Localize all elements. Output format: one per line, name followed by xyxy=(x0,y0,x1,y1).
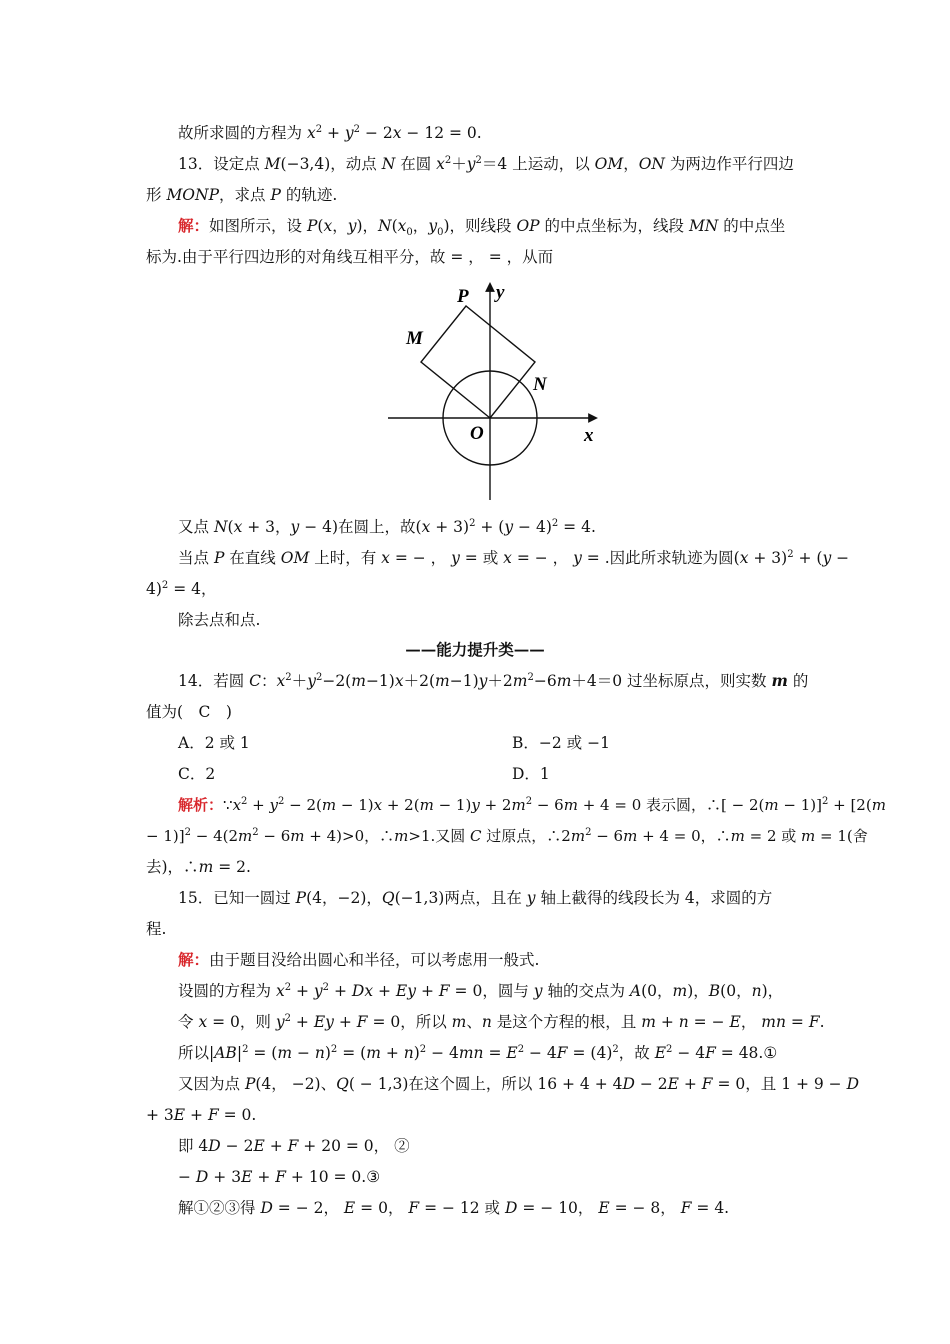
label-x: x xyxy=(584,425,594,446)
solution-13-line-4: 当点 P 在直线 OM 上时，有 x = − ， y = 或 x = − ， y = .因此所求轨迹为圆$(x + 3)^2 + (y$ − xyxy=(178,548,850,567)
option-d: D．1 xyxy=(512,765,550,783)
geometry-figure xyxy=(386,280,606,504)
option-c: C．2 xyxy=(178,765,216,783)
solution-15-line-8: − D + 3E + F + 10 = 0.③ xyxy=(178,1168,381,1186)
option-b: B．−2 或 −1 xyxy=(512,734,610,752)
conclusion-line: 故所求圆的方程为 $x^2 + y^2 - 2x - 12 = 0$. xyxy=(178,123,482,142)
solution-15-line-4: 所以$|AB|^2 = (m - n)^2 = (m + n)^2 - 4mn = E^2 - 4F = (4)^2$，故 $E^2 - 4F$ = 48.① xyxy=(178,1043,778,1062)
analysis-label: 解析： xyxy=(178,796,224,814)
solution-label: 解： xyxy=(178,216,210,235)
solution-13-line-6: 除去点和点. xyxy=(178,611,261,629)
solution-15-line-2: 设圆的方程为 $x^2 + y^2 + Dx + Ey + F = 0$，圆与 y 轴的交点为 A(0，m)，B(0，n)， xyxy=(178,981,784,1000)
solution-15-line-5: 又因为点 P(4， −2)、Q( − 1,3)在这个圆上，所以 16 + 4 + 4D − 2E + F = 0，且 1 + 9 − D xyxy=(178,1075,860,1093)
label-p: P xyxy=(457,286,469,307)
label-o: O xyxy=(470,423,484,444)
solution-14-line-1: 解析：$\because x^2 + y^2 - 2(m - 1)x + 2(m - 1)y + 2m^2 - 6m + 4 = 0$ 表示圆，∴[ − 2(m − 1)]$^2$ + [2(m xyxy=(178,796,886,814)
question-13-line-2: 形 MONP，求点 P 的轨迹. xyxy=(146,186,338,204)
solution-15-line-9: 解①②③得 D = − 2， E = 0， F = − 12 或 D = − 10， E = − 8， F = 4. xyxy=(178,1199,730,1217)
solution-15-line-1: 解：由于题目没给出圆心和半径，可以考虑用一般式. xyxy=(178,950,540,969)
question-15-line-1: 15．已知一圆过 P(4，−2)，Q(−1,3)两点，且在 y 轴上截得的线段长为 4，求圆的方 xyxy=(178,889,773,907)
section-title: ——能力提升类—— xyxy=(405,640,545,659)
question-14-line-1: 14．若圆 C：$x^2+y^2-2(m-1)x+2(m-1)y+2m^2-6m+4=0$ 过坐标原点，则实数 m 的 xyxy=(178,671,809,690)
solution-13-line-3: 又点 N(x + 3，y − 4)在圆上，故$(x + 3)^2 + (y - 4)^2 = 4$. xyxy=(178,517,596,536)
question-14-line-2: 值为( C ) xyxy=(146,703,232,721)
solution-14-line-3: 去)，∴m = 2. xyxy=(146,858,251,876)
solution-15-line-3: 令 x = 0，则 $y^2 + Ey + F = 0$，所以 m、n 是这个方程的根，且 m + n = − E， mn = F. xyxy=(178,1012,825,1031)
solution-15-line-7: 即 4D − 2E + F + 20 = 0， ② xyxy=(178,1137,410,1155)
question-13-line-1: 13．设定点 M(−3,4)，动点 N 在圆 $x^2+y^2=4$ 上运动，以 OM，ON 为两边作平行四边 xyxy=(178,154,794,173)
parallelogram-monp xyxy=(421,306,535,418)
solution-13-line-2: 标为.由于平行四边形的对角线互相平分，故 = ， = ，从而 xyxy=(146,248,554,266)
solution-15-line-6: + 3E + F = 0. xyxy=(146,1106,257,1124)
solution-label-15: 解： xyxy=(178,950,210,969)
option-a: A．2 或 1 xyxy=(178,734,250,752)
label-y: y xyxy=(496,282,505,303)
solution-14-line-2: − $1)]^2 - 4(2m^2 - 6m + 4)>0$，∴m>1.又圆 C 过原点，$\therefore 2m^2 - 6m + 4 = 0$，∴m = 2 或 m = 1(舍 xyxy=(146,827,868,845)
label-n: N xyxy=(533,374,547,395)
label-m: M xyxy=(406,328,423,349)
solution-13-line-5: 4)$^2$ = 4， xyxy=(146,579,217,598)
question-15-line-2: 程. xyxy=(146,920,167,938)
solution-13-line-1: 解：如图所示，设 P(x，y)，$N(x_0$，$y_0$)，则线段 OP 的中点坐标为，线段 MN 的中点坐 xyxy=(178,216,786,239)
